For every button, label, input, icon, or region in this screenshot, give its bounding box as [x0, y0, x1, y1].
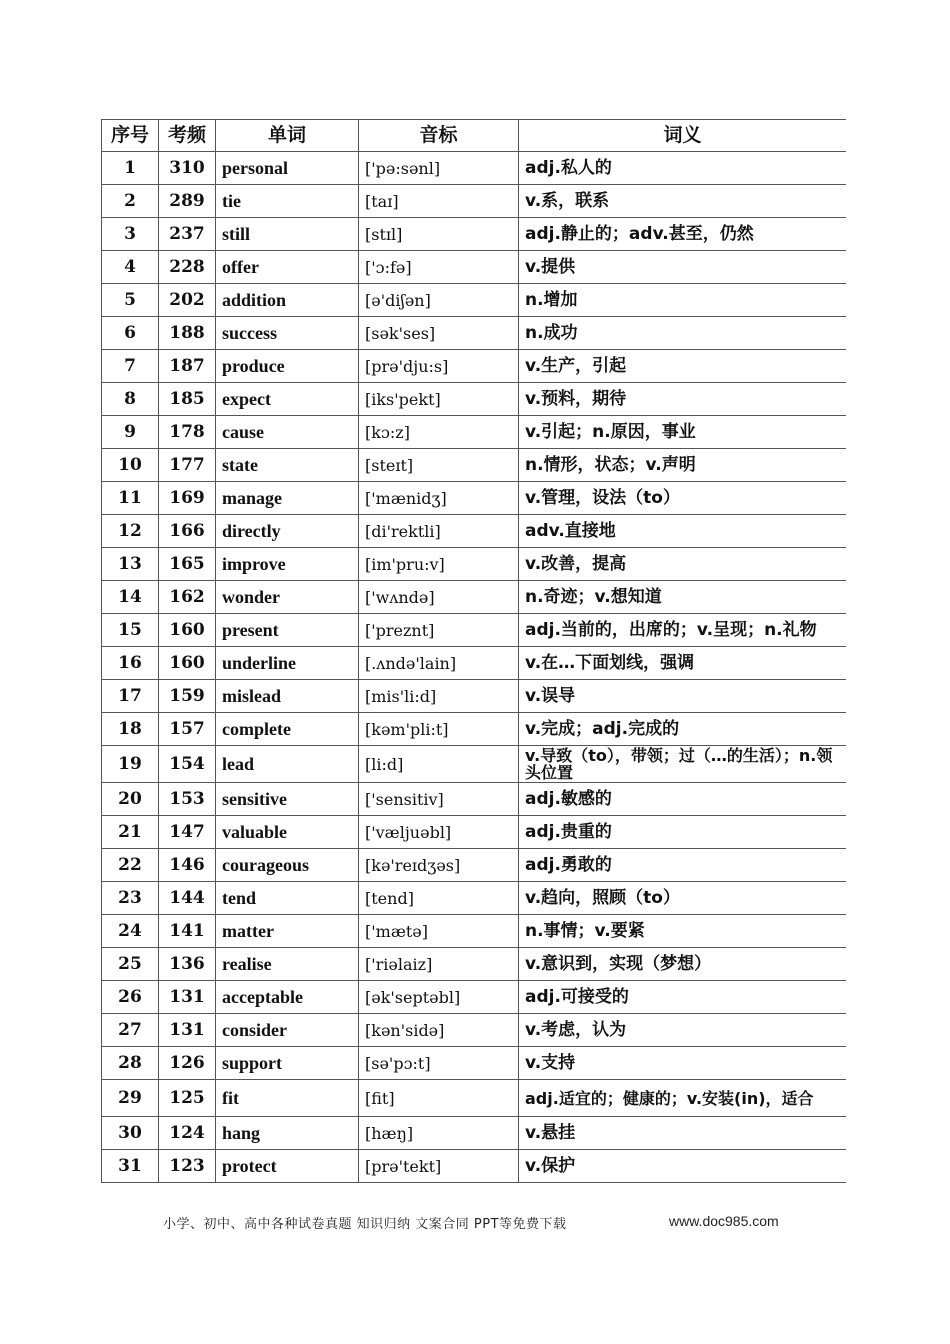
- cell-frequency: 187: [159, 350, 216, 383]
- header-frequency: 考频: [159, 120, 216, 152]
- cell-frequency: 177: [159, 449, 216, 482]
- cell-phonetic: [im'pru:v]: [359, 548, 519, 581]
- cell-definition: adj.贵重的: [519, 816, 847, 849]
- cell-word: addition: [216, 284, 359, 317]
- cell-word: state: [216, 449, 359, 482]
- cell-frequency: 185: [159, 383, 216, 416]
- cell-number: 7: [102, 350, 159, 383]
- cell-word: manage: [216, 482, 359, 515]
- cell-number: 13: [102, 548, 159, 581]
- table-row: [102, 350, 847, 383]
- cell-phonetic: ['wʌndə]: [359, 581, 519, 614]
- table-row: [102, 816, 847, 849]
- cell-number: 16: [102, 647, 159, 680]
- cell-number: 22: [102, 849, 159, 882]
- cell-frequency: 160: [159, 614, 216, 647]
- cell-phonetic: [di'rektli]: [359, 515, 519, 548]
- cell-frequency: 188: [159, 317, 216, 350]
- cell-number: 9: [102, 416, 159, 449]
- table-row: [102, 1047, 847, 1080]
- cell-definition: adj.可接受的: [519, 981, 847, 1014]
- cell-frequency: 166: [159, 515, 216, 548]
- cell-frequency: 178: [159, 416, 216, 449]
- cell-phonetic: [prə'tekt]: [359, 1150, 519, 1183]
- page-footer: [0, 1213, 950, 1233]
- cell-word: sensitive: [216, 783, 359, 816]
- cell-definition: adv.直接地: [519, 515, 847, 548]
- cell-frequency: 310: [159, 152, 216, 185]
- cell-number: 8: [102, 383, 159, 416]
- cell-phonetic: ['riəlaiz]: [359, 948, 519, 981]
- table-row: [102, 680, 847, 713]
- cell-word: courageous: [216, 849, 359, 882]
- cell-frequency: 147: [159, 816, 216, 849]
- cell-word: consider: [216, 1014, 359, 1047]
- cell-number: 11: [102, 482, 159, 515]
- table-row: [102, 849, 847, 882]
- table-row: [102, 152, 847, 185]
- cell-word: produce: [216, 350, 359, 383]
- cell-frequency: 146: [159, 849, 216, 882]
- cell-definition: adj.敏感的: [519, 783, 847, 816]
- cell-phonetic: [sək'ses]: [359, 317, 519, 350]
- footer-promo-text: 小学、初中、高中各种试卷真题 知识归纳 文案合同 PPT等免费下载: [163, 1217, 567, 1232]
- cell-frequency: 126: [159, 1047, 216, 1080]
- cell-word: underline: [216, 647, 359, 680]
- cell-word: tie: [216, 185, 359, 218]
- table-row: [102, 948, 847, 981]
- cell-phonetic: ['mætə]: [359, 915, 519, 948]
- cell-number: 12: [102, 515, 159, 548]
- cell-phonetic: [fit]: [359, 1080, 519, 1117]
- table-row: [102, 416, 847, 449]
- cell-definition: adj.适宜的；健康的；v.安装(in)，适合: [519, 1080, 847, 1117]
- cell-definition: v.悬挂: [519, 1117, 847, 1150]
- cell-number: 2: [102, 185, 159, 218]
- cell-word: offer: [216, 251, 359, 284]
- cell-definition: n.事情；v.要紧: [519, 915, 847, 948]
- cell-number: 25: [102, 948, 159, 981]
- cell-word: mislead: [216, 680, 359, 713]
- cell-number: 26: [102, 981, 159, 1014]
- cell-definition: adj.勇敢的: [519, 849, 847, 882]
- cell-number: 4: [102, 251, 159, 284]
- cell-phonetic: [mis'li:d]: [359, 680, 519, 713]
- cell-phonetic: [ək'septəbl]: [359, 981, 519, 1014]
- cell-number: 3: [102, 218, 159, 251]
- header-word: 单词: [216, 120, 359, 152]
- cell-word: tend: [216, 882, 359, 915]
- cell-frequency: 124: [159, 1117, 216, 1150]
- cell-number: 15: [102, 614, 159, 647]
- table-row: [102, 548, 847, 581]
- cell-word: expect: [216, 383, 359, 416]
- cell-number: 18: [102, 713, 159, 746]
- cell-definition: n.增加: [519, 284, 847, 317]
- cell-number: 14: [102, 581, 159, 614]
- cell-definition: v.保护: [519, 1150, 847, 1183]
- cell-definition: v.完成；adj.完成的: [519, 713, 847, 746]
- cell-definition: adj.当前的，出席的；v.呈现；n.礼物: [519, 614, 847, 647]
- header-phonetic: 音标: [359, 120, 519, 152]
- cell-number: 10: [102, 449, 159, 482]
- cell-definition: n.成功: [519, 317, 847, 350]
- cell-word: matter: [216, 915, 359, 948]
- cell-word: personal: [216, 152, 359, 185]
- cell-frequency: 169: [159, 482, 216, 515]
- table-row: [102, 614, 847, 647]
- cell-word: cause: [216, 416, 359, 449]
- cell-phonetic: [kɔ:z]: [359, 416, 519, 449]
- cell-phonetic: ['sensitiv]: [359, 783, 519, 816]
- cell-frequency: 131: [159, 981, 216, 1014]
- table-row: [102, 218, 847, 251]
- cell-word: realise: [216, 948, 359, 981]
- cell-definition: v.意识到，实现（梦想）: [519, 948, 847, 981]
- cell-phonetic: [iks'pekt]: [359, 383, 519, 416]
- cell-definition: n.奇迹；v.想知道: [519, 581, 847, 614]
- cell-number: 27: [102, 1014, 159, 1047]
- vocabulary-table: [101, 119, 846, 1183]
- cell-definition: adj.静止的；adv.甚至，仍然: [519, 218, 847, 251]
- cell-frequency: 144: [159, 882, 216, 915]
- cell-phonetic: [li:d]: [359, 746, 519, 783]
- cell-word: protect: [216, 1150, 359, 1183]
- cell-phonetic: [tend]: [359, 882, 519, 915]
- cell-definition: v.改善，提高: [519, 548, 847, 581]
- cell-phonetic: [ə'diʃən]: [359, 284, 519, 317]
- cell-frequency: 237: [159, 218, 216, 251]
- cell-phonetic: [steɪt]: [359, 449, 519, 482]
- table-row: [102, 449, 847, 482]
- table-row: [102, 284, 847, 317]
- cell-phonetic: [sə'pɔ:t]: [359, 1047, 519, 1080]
- cell-definition: v.生产，引起: [519, 350, 847, 383]
- cell-definition: adj.私人的: [519, 152, 847, 185]
- cell-word: valuable: [216, 816, 359, 849]
- cell-frequency: 153: [159, 783, 216, 816]
- cell-definition: v.预料，期待: [519, 383, 847, 416]
- cell-phonetic: ['ɔ:fə]: [359, 251, 519, 284]
- cell-frequency: 125: [159, 1080, 216, 1117]
- table-row: [102, 783, 847, 816]
- vocabulary-table-container: [101, 119, 846, 1212]
- cell-definition: v.在…下面划线，强调: [519, 647, 847, 680]
- cell-phonetic: [kən'sidə]: [359, 1014, 519, 1047]
- table-row: [102, 1014, 847, 1047]
- cell-frequency: 228: [159, 251, 216, 284]
- cell-frequency: 159: [159, 680, 216, 713]
- table-row: [102, 185, 847, 218]
- cell-frequency: 289: [159, 185, 216, 218]
- header-number: 序号: [102, 120, 159, 152]
- cell-word: fit: [216, 1080, 359, 1117]
- cell-number: 24: [102, 915, 159, 948]
- table-row: [102, 515, 847, 548]
- cell-definition: v.系，联系: [519, 185, 847, 218]
- table-row: [102, 1150, 847, 1183]
- cell-number: 30: [102, 1117, 159, 1150]
- table-row: [102, 383, 847, 416]
- cell-definition: v.管理，设法（to）: [519, 482, 847, 515]
- cell-phonetic: ['pə:sənl]: [359, 152, 519, 185]
- table-row: [102, 581, 847, 614]
- cell-frequency: 165: [159, 548, 216, 581]
- cell-number: 17: [102, 680, 159, 713]
- cell-word: directly: [216, 515, 359, 548]
- cell-phonetic: [.ʌndə'lain]: [359, 647, 519, 680]
- cell-frequency: 131: [159, 1014, 216, 1047]
- table-row: [102, 1117, 847, 1150]
- cell-number: 29: [102, 1080, 159, 1117]
- cell-number: 5: [102, 284, 159, 317]
- cell-phonetic: [hæŋ]: [359, 1117, 519, 1150]
- footer-site-link[interactable]: www.doc985.com: [669, 1213, 779, 1229]
- cell-frequency: 162: [159, 581, 216, 614]
- cell-number: 6: [102, 317, 159, 350]
- cell-definition: v.支持: [519, 1047, 847, 1080]
- cell-definition: n.情形，状态；v.声明: [519, 449, 847, 482]
- cell-number: 20: [102, 783, 159, 816]
- cell-phonetic: [kə'reɪdʒəs]: [359, 849, 519, 882]
- table-body: [102, 152, 847, 1183]
- table-row: [102, 981, 847, 1014]
- cell-word: present: [216, 614, 359, 647]
- cell-definition: v.提供: [519, 251, 847, 284]
- table-row: [102, 482, 847, 515]
- cell-word: success: [216, 317, 359, 350]
- cell-number: 28: [102, 1047, 159, 1080]
- cell-word: wonder: [216, 581, 359, 614]
- cell-phonetic: [taɪ]: [359, 185, 519, 218]
- table-row: [102, 647, 847, 680]
- cell-frequency: 123: [159, 1150, 216, 1183]
- cell-word: still: [216, 218, 359, 251]
- cell-frequency: 157: [159, 713, 216, 746]
- cell-number: 1: [102, 152, 159, 185]
- table-row: [102, 251, 847, 284]
- cell-frequency: 160: [159, 647, 216, 680]
- table-row: [102, 882, 847, 915]
- cell-number: 21: [102, 816, 159, 849]
- cell-definition: v.考虑，认为: [519, 1014, 847, 1047]
- cell-number: 23: [102, 882, 159, 915]
- table-row: [102, 1080, 847, 1117]
- cell-phonetic: [prə'dju:s]: [359, 350, 519, 383]
- cell-phonetic: [kəm'pli:t]: [359, 713, 519, 746]
- cell-definition: v.引起；n.原因，事业: [519, 416, 847, 449]
- table-row: [102, 317, 847, 350]
- cell-word: hang: [216, 1117, 359, 1150]
- table-header-row: [102, 120, 847, 152]
- cell-number: 31: [102, 1150, 159, 1183]
- cell-frequency: 154: [159, 746, 216, 783]
- cell-word: acceptable: [216, 981, 359, 1014]
- cell-frequency: 141: [159, 915, 216, 948]
- cell-word: improve: [216, 548, 359, 581]
- cell-phonetic: ['mænidʒ]: [359, 482, 519, 515]
- cell-phonetic: ['væljuəbl]: [359, 816, 519, 849]
- table-row: [102, 746, 847, 783]
- cell-frequency: 136: [159, 948, 216, 981]
- table-row: [102, 915, 847, 948]
- cell-definition: v.误导: [519, 680, 847, 713]
- cell-definition: v.趋向，照顾（to）: [519, 882, 847, 915]
- cell-phonetic: ['preznt]: [359, 614, 519, 647]
- cell-phonetic: [stɪl]: [359, 218, 519, 251]
- cell-word: lead: [216, 746, 359, 783]
- cell-frequency: 202: [159, 284, 216, 317]
- header-definition: 词义: [519, 120, 847, 152]
- cell-number: 19: [102, 746, 159, 783]
- cell-definition: v.导致（to），带领；过（…的生活）；n.领头位置: [519, 746, 847, 783]
- cell-word: support: [216, 1047, 359, 1080]
- table-row: [102, 713, 847, 746]
- cell-word: complete: [216, 713, 359, 746]
